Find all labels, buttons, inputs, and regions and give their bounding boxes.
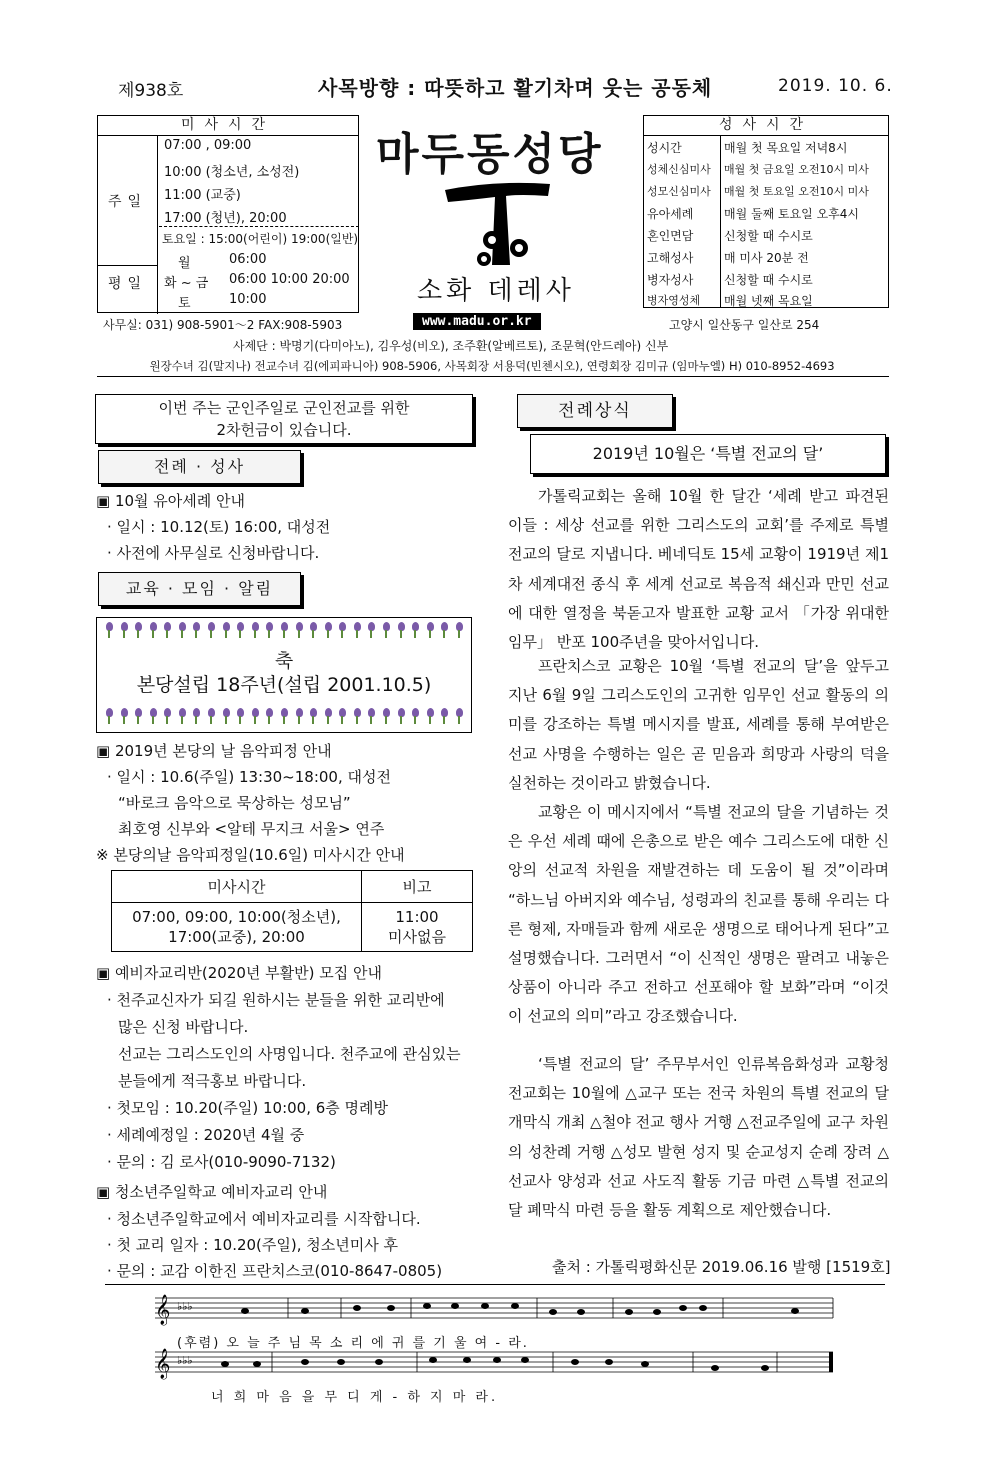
catechism-line: · 세례예정일 : 2020년 4월 중 (107, 1126, 305, 1144)
article-paragraph: 가톨릭교회는 올해 10월 한 달간 ‘세례 받고 파견된 이들 : 세상 선교를 위한 그리스도의 교회’를 주제로 특별 전교의 달로 지냅니다. 베네딕토 15세 교황이 1919년 제1차 세계대전 종식 후 세계 선교로 복음적 쇄신과 만민 선교에 대한 열정을 북돋고자 발표한 교황 교서 「가장 위대한 임무」 반포 100주년을 맞아서입니다. (508, 487, 889, 652)
catechism-line: · 첫모임 : 10.20(주일) 10:00, 6층 명례방 (107, 1099, 389, 1117)
sacrament-row: 고해성사 매 미사 20분 전 (647, 251, 809, 265)
sunday-label: 주일 (98, 136, 158, 266)
weekday-day: 월 (178, 256, 191, 271)
parish-address: 고양시 일산동구 일산로 254 (669, 318, 820, 332)
weekday-times: 10:00 (229, 292, 267, 307)
svg-text:♭♭♭: ♭♭♭ (177, 1354, 193, 1367)
catechism-title: ▣ 예비자교리반(2020년 부활반) 모집 안내 (96, 964, 382, 982)
table-header: 미사시간 (112, 871, 362, 903)
parish-name: 마두동성당 (376, 129, 604, 180)
anniversary-celebrate: 축 (274, 650, 294, 672)
concert-line: · 일시 : 10.6(주일) 13:30~18:00, 대성전 (107, 768, 391, 786)
table-header: 비고 (362, 871, 473, 903)
baptism-line: · 일시 : 10.12(토) 16:00, 대성전 (107, 518, 331, 536)
concert-note: ※ 본당의날 음악피정일(10.6일) 미사시간 안내 (96, 846, 405, 864)
mass-times-box (97, 115, 359, 313)
catechism-line: · 문의 : 김 로사(010-9090-7132) (107, 1153, 336, 1171)
sunday-time: 07:00 , 09:00 (164, 138, 252, 153)
mass-times-title: 미사시간 (98, 116, 358, 136)
concert-line: 최호영 신부와 <알테 무지크 서울> 연주 (118, 820, 385, 838)
youth-line: · 청소년주일학교에서 예비자교리를 시작합니다. (107, 1210, 421, 1228)
staff-list: 원장수녀 김(말지나) 전교수녀 김(에피파니아) 908-5906, 사목회장 서용덕(빈첸시오), 연령회장 김미규 (임마누엘) H) 010-8952-4693 (149, 359, 835, 373)
article-paragraph: ‘특별 전교의 달’ 주무부서인 인류복음화성과 교황청 전교회는 10월에 △교구 또는 전국 차원의 특별 전교의 달 개막식 개최 △철야 전교 행사 거행 △전교주일에 교구 차원의 성찬례 거행 △성모 발현 성지 및 순교성지 순례 장려 △선교사 양성과 선교 사도직 활동 기금 마련 △특별 전교의 달 폐막식 마련 등을 활동 계획으로 제안했습니다. (508, 1055, 889, 1220)
sunday-time: 10:00 (청소년, 소성전) (164, 165, 300, 180)
catechism-line: 많은 신청 바랍니다. (118, 1018, 249, 1036)
office-phone: 사무실: 031) 908-5901～2 FAX:908-5903 (103, 318, 343, 332)
notice-line: 이번 주는 군인주일로 군인전교를 위한 (158, 399, 410, 417)
concert-mass-table (111, 870, 473, 952)
flower-border-bottom (103, 708, 465, 728)
music-score (105, 1290, 885, 1410)
concert-line: “바로크 음악으로 묵상하는 성모님” (118, 794, 351, 812)
notice-line: 2차헌금이 있습니다. (216, 421, 352, 439)
concert-title: ▣ 2019년 본당의 날 음악피정 안내 (96, 742, 332, 760)
table-cell: 11:00 미사없음 (362, 903, 473, 952)
youth-title: ▣ 청소년주일학교 예비자교리 안내 (96, 1183, 328, 1201)
flower-border-top (103, 622, 465, 642)
weekday-times: 06:00 (229, 252, 267, 267)
article-paragraph: 프란치스코 교황은 10월 ‘특별 전교의 달’을 앞두고 지난 6월 9일 그리스도인의 고귀한 임무인 선교 활동의 의미를 강조하는 특별 메시지를 발표, 세례를 통해 부여받은 선교 사명을 수행하는 일은 곧 믿음과 희망과 사랑의 덕을 실천하는 것이라고 밝혔습니다. (508, 657, 889, 792)
notice-box (95, 394, 473, 444)
patron-saint: 소화 데레사 (417, 276, 575, 306)
catechism-line: 선교는 그리스도인의 사명입니다. 천주교에 관심있는 (118, 1045, 461, 1063)
catechism-line: · 천주교신자가 되길 원하시는 분들을 위한 교리반에 (107, 991, 445, 1009)
sacrament-row: 병자영성체 매월 넷째 목요일 (647, 294, 813, 308)
sacrament-row: 성시간 매월 첫 목요일 저녁8시 (647, 141, 848, 155)
weekday-times: 06:00 10:00 20:00 (229, 272, 350, 287)
priests-list: 사제단 : 박명기(다미아노), 김우성(비오), 조주환(알베르토), 조문혁(안드레아) 신부 (233, 339, 669, 353)
anniversary-banner (96, 617, 472, 733)
svg-text:♭♭♭: ♭♭♭ (177, 1300, 193, 1313)
weekday-day: 토 (178, 296, 191, 311)
liturgy-knowledge-tab: 전례상식 (517, 394, 673, 428)
sacrament-row: 성체신심미사 매월 첫 금요일 오전10시 미사 (647, 163, 869, 176)
youth-line: · 문의 : 교감 이한진 프란치스코(010-8647-0805) (107, 1262, 443, 1280)
issue-number: 제938호 (118, 81, 184, 101)
article-source: 출처 : 가톨릭평화신문 2019.06.16 발행 [1519호] (552, 1258, 891, 1276)
sacrament-row: 성모신심미사 매월 첫 토요일 오전10시 미사 (647, 185, 869, 198)
lyrics-line: (후렴) 오 늘 주 님 목 소 리 에 귀 를 기 울 여 - 라. (177, 1336, 529, 1351)
sacrament-row: 병자성사 신청할 때 수시로 (647, 273, 813, 287)
baptism-title: ▣ 10월 유아세례 안내 (96, 492, 245, 510)
sunday-time: 17:00 (청년), 20:00 (164, 211, 287, 226)
cross-roses-logo (440, 170, 560, 270)
baptism-line: · 사전에 사무실로 신청바랍니다. (107, 544, 320, 562)
table-cell: 07:00, 09:00, 10:00(청소년), 17:00(교중), 20:00 (112, 903, 362, 952)
svg-text:𝄞: 𝄞 (155, 1295, 171, 1325)
website-link[interactable]: www.madu.or.kr (413, 313, 541, 330)
svg-text:𝄞: 𝄞 (155, 1349, 171, 1379)
article-title: 2019년 10월은 ‘특별 전교의 달’ (530, 434, 886, 474)
sacrament-times-box (643, 115, 889, 308)
section-liturgy-tab: 전례 · 성사 (98, 450, 301, 484)
sacrament-row: 혼인면담 신청할 때 수시로 (647, 229, 813, 243)
lyrics-line: 너 희 마 음 을 무 디 게 - 하 지 마 라. (211, 1390, 499, 1405)
article-paragraph: 교황은 이 메시지에서 “특별 전교의 달을 기념하는 것은 우선 세례 때에 은총으로 받은 예수 그리스도에 대한 신앙의 선교적 차원을 재발견하는 데 도움이 될 것”이라며 “하느님 아버지와 예수님, 성령과의 친교를 통해 우리는 다른 형제, 자매들과 함께 새로운 생명으로 태어나게 된다”고 설명했습니다. 그러면서 “이 신적인 생명은 팔려고 내놓은 상품이 아니라 주고 전하고 선포해야 할 보화”라며 “이것이 선교의 의미”라고 강조했습니다. (508, 803, 889, 1026)
saturday-time: 토요일 : 15:00(어린이) 19:00(일반) (162, 232, 359, 246)
youth-line: · 첫 교리 일자 : 10.20(주일), 청소년미사 후 (107, 1236, 398, 1254)
anniversary-text: 본당설립 18주년(설립 2001.10.5) (136, 674, 432, 696)
issue-date: 2019. 10. 6. (778, 76, 893, 96)
catechism-line: 분들에게 적극홍보 바랍니다. (118, 1072, 307, 1090)
sunday-time: 11:00 (교중) (164, 188, 241, 203)
sacrament-row: 유아세례 매월 둘째 토요일 오후4시 (647, 207, 859, 221)
pastoral-motto: 사목방향 : 따뜻하고 활기차며 웃는 공동체 (318, 76, 713, 100)
sacrament-times-title: 성사시간 (644, 116, 888, 136)
section-education-tab: 교육 · 모임 · 알림 (98, 572, 301, 606)
weekday-label: 평일 (98, 251, 158, 314)
weekday-day: 화 ~ 금 (164, 276, 209, 291)
